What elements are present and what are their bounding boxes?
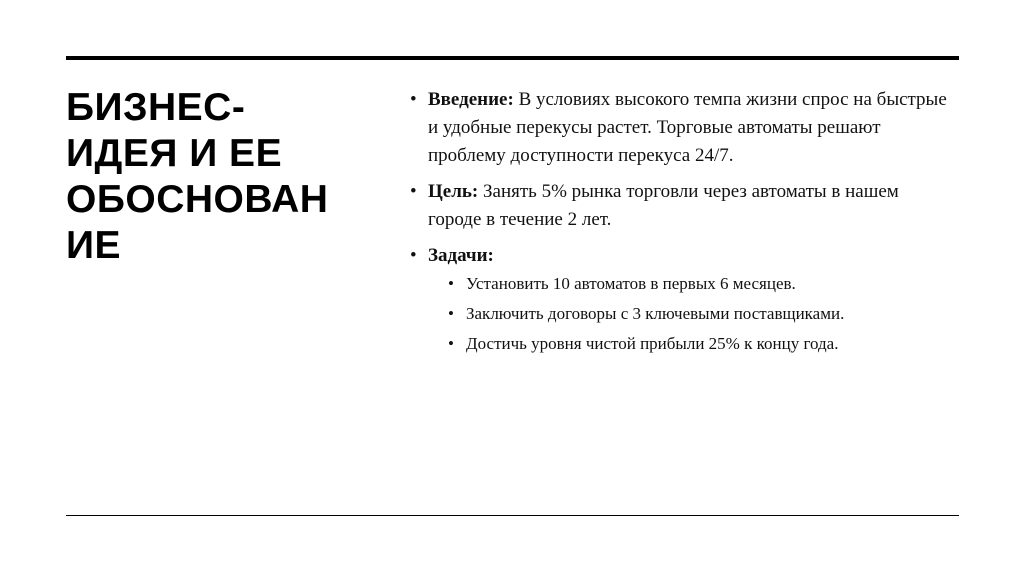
task-item <box>428 272 955 296</box>
bullet-dot: • <box>448 274 454 293</box>
title-line: ИДЕЯ И ЕЕ <box>66 132 283 175</box>
slide-body <box>410 86 955 364</box>
bullet-dot: • <box>448 304 454 323</box>
title-line: ОБОСНОВАН <box>66 178 329 221</box>
title-line: ИЕ <box>66 224 122 267</box>
task-text: Достичь уровня чистой прибыли 25% к концу года. <box>466 334 839 353</box>
bullet-goal <box>410 178 955 234</box>
bullet-dot: • <box>448 334 454 353</box>
bullet-introduction <box>410 86 955 170</box>
title-line: БИЗНЕС- <box>66 86 246 129</box>
slide-title <box>66 85 366 269</box>
bullet-dot: • <box>410 245 417 266</box>
top-divider <box>66 56 959 60</box>
bullet-label: Цель: <box>428 181 479 202</box>
bullet-label: Введение: <box>428 89 514 110</box>
task-list <box>428 272 955 356</box>
task-item <box>428 332 955 356</box>
task-text: Заключить договоры с 3 ключевыми поставщиками. <box>466 304 845 323</box>
task-text: Установить 10 автоматов в первых 6 месяцев. <box>466 274 796 293</box>
task-item <box>428 302 955 326</box>
bottom-divider <box>66 515 959 516</box>
bullet-label: Задачи: <box>428 245 494 266</box>
bullet-text: В условиях высокого темпа жизни спрос на быстрые и удобные перекусы растет. Торговые автоматы решают проблему доступности перекуса 24/7. <box>428 89 947 166</box>
bullet-dot: • <box>410 181 417 202</box>
bullet-dot: • <box>410 89 417 110</box>
bullet-text: Занять 5% рынка торговли через автоматы в нашем городе в течение 2 лет. <box>428 181 899 230</box>
bullet-tasks <box>410 242 955 356</box>
